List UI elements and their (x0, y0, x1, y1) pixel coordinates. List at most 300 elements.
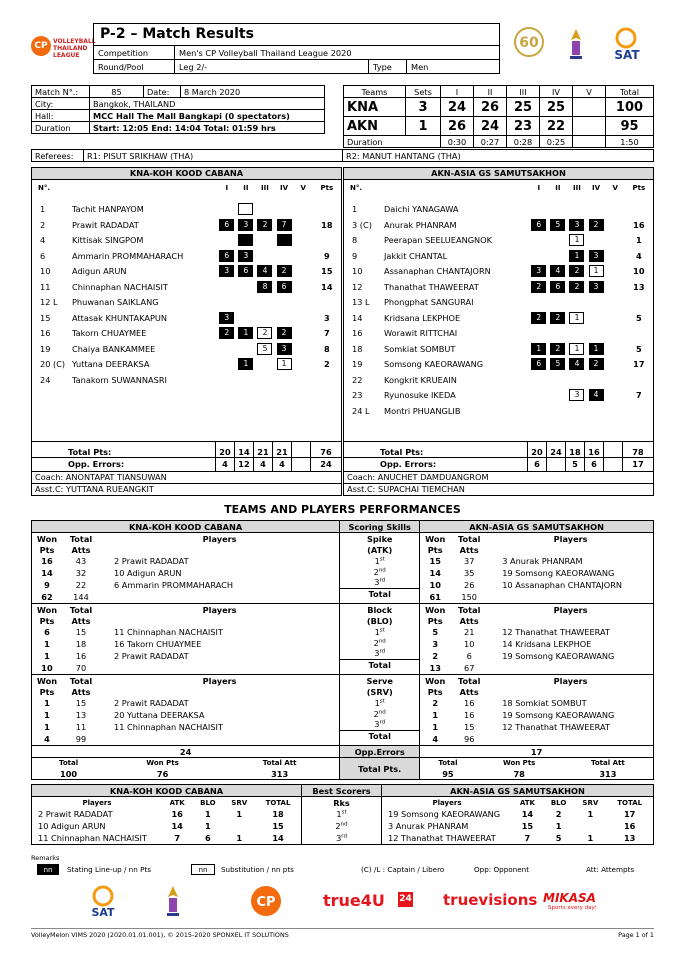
player-number: 14 (352, 312, 363, 323)
substitution-box: 3 (569, 389, 584, 401)
set-cell (529, 248, 548, 264)
perf-team-b-name: AKN-ASIA GS SAMUTSAKHON (420, 521, 654, 533)
player-number: 22 (352, 374, 363, 385)
best-stat: 16 (623, 821, 636, 831)
substitution-box: 1 (589, 265, 604, 277)
perf-col-sublabel (488, 615, 653, 626)
player-row (32, 248, 341, 264)
player-points: 3 (324, 312, 330, 323)
set-cell (255, 279, 274, 295)
team-a-roster-table (31, 167, 342, 442)
score-total: 100 (606, 98, 654, 117)
rank-label: 2nd (373, 708, 386, 719)
player-points (313, 233, 341, 249)
perf-rank (340, 648, 419, 659)
set-cell (587, 403, 606, 419)
score-duration-total: 1:50 (606, 136, 654, 148)
set-cell (294, 248, 313, 264)
perf-player-row (32, 579, 339, 591)
player-cell (344, 264, 529, 280)
assistant-coach-name: SUPACHAI TIEMCHAN (378, 484, 465, 495)
score-row (344, 117, 654, 136)
perf-col-sublabel: Atts (459, 686, 479, 697)
perf-total-label: Total (340, 659, 419, 670)
sponsor-24-logo: 24 (398, 892, 413, 907)
perf-total-row (32, 591, 339, 603)
city-label: City: (32, 98, 90, 110)
perf-skill-inner (340, 604, 419, 670)
perf-player-row (420, 650, 653, 662)
performance-block (32, 675, 654, 746)
perf-skill-name: Spike (367, 533, 393, 544)
perf-player: 12 Thanathat THAWEERAT (502, 627, 610, 637)
set-opp-errors (292, 457, 311, 471)
perf-player: 3 Anurak PHANRAM (502, 556, 583, 566)
best-stat: 1 (587, 833, 594, 843)
set-cell (255, 264, 274, 280)
perf-team-b (420, 604, 654, 675)
perf-col-sublabel: Pts (427, 544, 443, 555)
set-cell (236, 248, 255, 264)
set-cell (255, 357, 274, 373)
score-header-cell: Total (606, 86, 654, 98)
coach-label: Coach: (347, 472, 378, 483)
best-stat: 13 (623, 833, 636, 843)
rank-label: 1st (374, 697, 385, 708)
best-stat: 7 (174, 833, 181, 843)
rank-suffix: st (379, 697, 385, 704)
sponsor-cp-text: CP (256, 895, 276, 910)
total-points-row (32, 441, 342, 457)
starting-lineup-box: 4 (257, 265, 272, 277)
set-cell (529, 202, 548, 218)
best-scorers-table (31, 784, 654, 845)
player-name: Somkiat SOMBUT (384, 343, 456, 354)
perf-total-label: Total (340, 730, 419, 741)
sat-emblem-icon (606, 26, 648, 62)
type-label: Type (369, 60, 407, 74)
perf-col-sublabel: Pts (39, 615, 55, 626)
perf-player-row (32, 709, 339, 721)
perf-col-label: Players (202, 604, 237, 615)
performance-block (32, 604, 654, 675)
set-cell (606, 403, 625, 419)
sponsor-sat-text: SAT (91, 906, 115, 918)
perf-player-row (32, 697, 339, 709)
set-cell (217, 233, 236, 249)
perf-total-attempts: 96 (463, 734, 475, 744)
best-col-label: SRV (231, 798, 248, 807)
set-cell (217, 202, 236, 218)
player-row (344, 248, 653, 264)
set-cell (275, 217, 294, 233)
perf-total-attempts: 70 (75, 663, 87, 673)
coach-row (32, 471, 342, 483)
player-points: 5 (636, 343, 642, 354)
player-cell (32, 357, 217, 373)
summary-value: 100 (60, 768, 78, 779)
best-player: 10 Adigun ARUN (38, 821, 106, 831)
perf-col-label: Won (36, 675, 58, 686)
set-cell (275, 295, 294, 311)
perf-player-row (420, 579, 653, 591)
perf-attempts: 18 (75, 639, 87, 649)
score-team: KNA (344, 98, 406, 117)
starting-lineup-legend: Stating Line-up / nn Pts (67, 865, 151, 874)
total-points-label: Total Pts: (32, 441, 216, 457)
perf-team-b-inner (420, 533, 653, 603)
perf-skill-cell (340, 604, 420, 675)
set-cell (217, 341, 236, 357)
player-row (32, 279, 341, 295)
player-number: 15 (40, 312, 51, 323)
competition-label: Competition (94, 46, 175, 60)
perf-col-sublabel: Pts (39, 544, 55, 555)
set-opp-errors: 4 (273, 457, 292, 471)
sponsor-truevisions-logo: truevisions (443, 891, 538, 909)
player-name: Prawit RADADAT (72, 219, 139, 230)
perf-won: 5 (432, 627, 439, 637)
best-team-b (382, 797, 654, 845)
player-cell (344, 233, 529, 249)
roster-col-header: V (612, 183, 618, 192)
player-name: Jakkit CHANTAL (384, 250, 448, 261)
roster-column-header (344, 180, 653, 196)
set-cell (217, 279, 236, 295)
player-name: Kridsana LEKPHOE (384, 312, 461, 323)
perf-won: 16 (41, 556, 53, 566)
set-cell (548, 264, 567, 280)
set-cell (294, 217, 313, 233)
perf-player-row (420, 638, 653, 650)
coach-row (344, 471, 654, 483)
referee-1: R1: PISUT SRIKHAW (THA) (84, 150, 343, 162)
team-total-points: 78 (623, 441, 654, 457)
set-cell (236, 279, 255, 295)
type-value: Men (407, 60, 500, 74)
set-total-points: 16 (585, 441, 604, 457)
set-cell (275, 233, 294, 249)
perf-won: 14 (41, 568, 53, 578)
player-row (32, 217, 341, 233)
perf-total-won: 13 (429, 663, 441, 673)
player-points (313, 202, 341, 218)
player-row (344, 202, 653, 218)
rank-label: 3rd (336, 833, 347, 843)
remarks-legend (31, 863, 654, 877)
best-stat: 14 (272, 833, 284, 843)
roster-col-header: N°. (350, 183, 363, 192)
rank-suffix: nd (378, 637, 386, 644)
player-cell (344, 310, 529, 326)
starting-lineup-box: 1 (589, 343, 604, 355)
set-total-points: 20 (216, 441, 235, 457)
assistant-coach-label: Asst.C: (347, 484, 379, 495)
starting-lineup-box: 2 (219, 327, 234, 339)
perf-col-label: Won (36, 604, 58, 615)
perf-won: 2 (432, 651, 439, 661)
roster-col-header: I (537, 183, 541, 192)
set-cell (255, 217, 274, 233)
set-cell (255, 233, 274, 249)
rank-suffix: st (379, 626, 385, 633)
perf-col-label: Players (553, 604, 588, 615)
set-cell (548, 233, 567, 249)
set-total-points (292, 441, 311, 457)
substitution-box: 1 (277, 358, 292, 370)
set-cell (548, 372, 567, 388)
summary-value: 313 (271, 768, 289, 779)
player-row (344, 310, 653, 326)
set-cell (606, 372, 625, 388)
set-cell (294, 202, 313, 218)
best-col-label: Players (82, 798, 112, 807)
anniversary-logo (510, 26, 548, 62)
set-cell (587, 279, 606, 295)
starting-lineup-box: 6 (550, 281, 565, 293)
player-name: Worawit RITTCHAI (384, 328, 458, 339)
perf-player: 12 Thanathat THAWEERAT (502, 722, 610, 732)
set-cell (529, 388, 548, 404)
player-points: 13 (633, 281, 645, 292)
perf-skill-name: Serve (366, 675, 393, 686)
rank-label: 3rd (374, 648, 386, 659)
player-cell (32, 341, 217, 357)
perf-col-sublabel: Atts (71, 544, 91, 555)
starting-lineup-box: 2 (589, 358, 604, 370)
perf-total-row (420, 733, 653, 745)
opp-legend: Opp: Opponent (474, 865, 530, 874)
perf-won: 1 (44, 639, 50, 649)
footer-copyright: VolleyMelon VIMS 2020 (2020.01.01.001), © 2015-2020 SPONXEL IT SOLUTIONS (31, 931, 289, 939)
round-value: Leg 2/- (175, 60, 369, 74)
score-set-points: 24 (474, 117, 507, 136)
player-name: Chaiya BANKAMMEE (72, 343, 156, 354)
perf-won: 2 (432, 698, 439, 708)
player-number: 9 (352, 250, 358, 261)
perf-won: 1 (432, 710, 439, 720)
perf-player: 19 Somsong KAEORAWANG (502, 651, 615, 661)
roster-body-row (344, 179, 654, 441)
perf-attempts: 6 (466, 651, 472, 661)
best-player: 11 Chinnaphan NACHAISIT (38, 833, 147, 843)
perf-player: 2 Prawit RADADAT (114, 651, 189, 661)
player-number: 3 (C) (352, 219, 372, 230)
rank-label: 1st (336, 809, 347, 819)
set-cell (548, 388, 567, 404)
perf-player-row (32, 721, 339, 733)
starting-lineup-box: 2 (589, 219, 604, 231)
rank-suffix: nd (378, 566, 386, 573)
roster-body-row (32, 179, 342, 441)
player-number: 20 (C) (40, 359, 66, 370)
perf-col-header (420, 604, 653, 615)
summary-label: Total (58, 759, 79, 767)
summary-value: 95 (442, 768, 454, 779)
starting-lineup-box: 2 (277, 327, 292, 339)
starting-lineup-box (238, 234, 253, 246)
set-cell (529, 279, 548, 295)
perf-col-label: Players (202, 533, 237, 544)
perf-team-a (32, 604, 340, 675)
perf-team-a-inner (32, 533, 339, 603)
score-set-duration (573, 136, 606, 148)
perf-total-won: 61 (429, 592, 441, 602)
rank-label: 2nd (373, 637, 386, 648)
perf-col-label: Players (202, 675, 237, 686)
set-cell (236, 233, 255, 249)
player-row (32, 326, 341, 342)
player-name: Tanakorn SUWANNASRI (72, 374, 167, 385)
player-cell (32, 233, 217, 249)
player-name: Yuttana DEERAKSA (72, 359, 150, 370)
sixty-anniversary-icon (510, 26, 548, 62)
set-cell (606, 357, 625, 373)
set-cell (255, 295, 274, 311)
roster-col-header: V (300, 183, 306, 192)
team-total-points: 76 (311, 441, 342, 457)
team-b-team-name: AKN-ASIA GS SAMUTSAKHON (344, 168, 654, 180)
best-scorers-body (32, 797, 654, 845)
player-row (344, 279, 653, 295)
starting-lineup-box: 2 (550, 312, 565, 324)
best-col-label: ATK (169, 798, 185, 807)
set-cell (529, 326, 548, 342)
perf-skills-label: Scoring Skills (340, 521, 420, 533)
perf-total-won: 62 (41, 592, 53, 602)
sponsor-mikasa-tagline: Sports every day! (548, 905, 597, 911)
perf-total-won: 4 (44, 734, 50, 744)
perf-player-row (420, 567, 653, 579)
set-cell (255, 310, 274, 326)
player-row (344, 388, 653, 404)
perf-col-header (420, 675, 653, 686)
perf-skill-name: Block (367, 604, 393, 615)
player-points: 2 (324, 359, 330, 370)
player-number: 4 (40, 235, 46, 246)
set-total-points (604, 441, 623, 457)
assistant-coach-row (32, 483, 342, 495)
set-cell (275, 326, 294, 342)
player-cell (32, 326, 217, 342)
score-header-cell: IV (540, 86, 573, 98)
assistant-coach-cell (344, 483, 654, 495)
perf-player: 10 Adigun ARUN (114, 568, 182, 578)
perf-total-attempts: 144 (73, 592, 89, 602)
best-stat: 1 (205, 809, 211, 819)
starting-lineup-box: 2 (277, 265, 292, 277)
set-opp-errors: 4 (216, 457, 235, 471)
substitution-box (238, 203, 253, 215)
best-stat: 1 (555, 821, 562, 831)
player-points: 7 (636, 390, 642, 401)
set-cell (217, 310, 236, 326)
opp-errors-row (344, 457, 654, 471)
perf-attempts: 13 (75, 710, 87, 720)
best-rks-label: Rks (333, 797, 350, 808)
performances-title: TEAMS AND PLAYERS PERFORMANCES (224, 503, 461, 516)
roster-inner (32, 180, 341, 388)
perf-rank (340, 577, 419, 588)
player-cell (344, 403, 529, 419)
set-cell (236, 341, 255, 357)
perf-attempts: 15 (463, 722, 475, 732)
set-cell (294, 279, 313, 295)
score-set-duration: 0:27 (474, 136, 507, 148)
score-set-points: 22 (540, 117, 573, 136)
set-cell (567, 217, 586, 233)
set-cell (548, 217, 567, 233)
set-cell (529, 357, 548, 373)
perf-col-label: Players (553, 533, 588, 544)
perf-col-subheader (32, 544, 339, 555)
roster-col-header: III (261, 183, 269, 192)
perf-rank (340, 637, 419, 648)
set-cell (236, 326, 255, 342)
player-name: Ammarin PROMMAHARACH (72, 250, 184, 261)
set-cell (606, 310, 625, 326)
best-scorer-row (32, 820, 301, 832)
total-points-label: Total Pts: (344, 441, 528, 457)
perf-skill-code: (ATK) (367, 544, 393, 555)
perf-col-sublabel (488, 686, 653, 697)
best-stat: 17 (623, 809, 636, 819)
roster-col-header: N°. (38, 183, 51, 192)
perf-rank (340, 708, 419, 719)
rank-suffix: rd (379, 719, 386, 726)
set-cell (529, 341, 548, 357)
match-no-value: 85 (90, 86, 144, 98)
starting-lineup-box: 2 (569, 281, 584, 293)
perf-col-subheader (32, 686, 339, 697)
summary-value: 78 (513, 768, 525, 779)
player-name: Kittisak SINGPOM (72, 235, 144, 246)
perf-team-a-inner (32, 675, 339, 745)
starting-lineup-box: 2 (531, 312, 546, 324)
nsdf-emblem-icon (565, 26, 587, 62)
starting-lineup-box: 2 (257, 219, 272, 231)
set-cell (217, 372, 236, 388)
set-opp-errors: 6 (585, 457, 604, 471)
set-cell (217, 357, 236, 373)
best-col-label: TOTAL (265, 798, 291, 807)
set-opp-errors: 6 (528, 457, 547, 471)
perf-player: 20 Yuttana DEERAKSA (114, 710, 205, 720)
footer-page-number: Page 1 of 1 (618, 931, 654, 939)
score-row (344, 98, 654, 117)
set-cell (606, 202, 625, 218)
set-cell (529, 372, 548, 388)
perf-total-won: 10 (41, 663, 53, 673)
player-row (344, 372, 653, 388)
perf-skill-code: (BLO) (366, 615, 393, 626)
best-stat: 16 (171, 809, 183, 819)
substitution-box: 1 (569, 312, 584, 324)
player-points: 1 (636, 235, 642, 246)
perf-col-label: Won (425, 533, 446, 544)
set-cell (294, 233, 313, 249)
score-header-cell: I (441, 86, 474, 98)
perf-won: 1 (432, 722, 439, 732)
perf-rank (340, 555, 419, 566)
best-stat: 1 (587, 809, 594, 819)
starting-lineup-box: 4 (550, 265, 565, 277)
set-opp-errors: 5 (566, 457, 585, 471)
perf-col-label: Total (458, 675, 481, 686)
summary-team-a (32, 758, 340, 780)
page-title: P-2 – Match Results (93, 23, 500, 45)
perf-total-attempts: 99 (75, 734, 87, 744)
